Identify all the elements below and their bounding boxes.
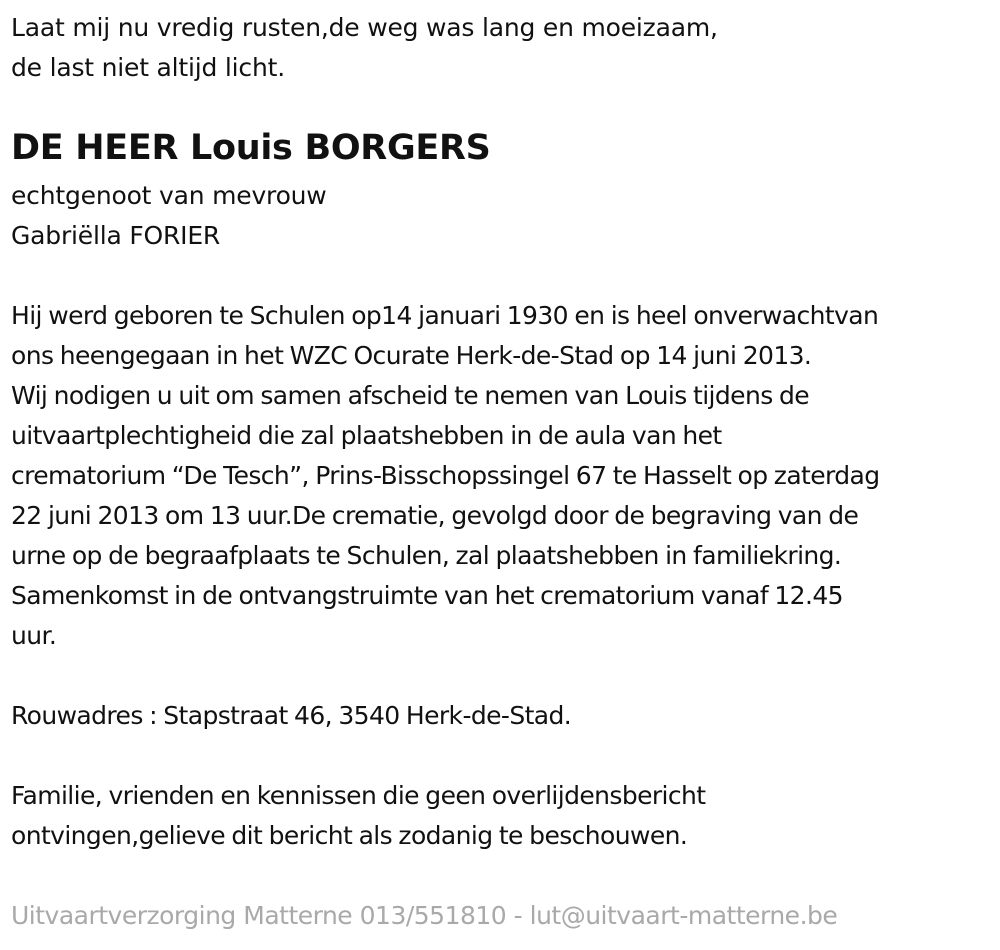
announcement-line: urne op de begraafplaats te Schulen, zal plaatshebben in familiekring. (11, 541, 842, 570)
announcement-line: crematorium “De Tesch”, Prins-Bisschopssingel 67 te Hasselt op zaterdag (11, 461, 880, 490)
notice-line: Familie, vrienden en kennissen die geen overlijdensbericht (11, 781, 706, 810)
deceased-name-heading: DE HEER Louis BORGERS (11, 128, 491, 168)
announcement-line: ons heengegaan in het WZC Ocurate Herk-de-Stad op 14 juni 2013. (11, 341, 812, 370)
relation-block (11, 176, 996, 256)
poem-line: Laat mij nu vredig rusten,de weg was lang en moeizaam, (11, 13, 718, 42)
announcement-line: uitvaartplechtigheid die zal plaatshebben in de aula van het (11, 421, 722, 450)
notice-line: ontvingen,gelieve dit bericht als zodanig te beschouwen. (11, 821, 688, 850)
mourning-address: Rouwadres : Stapstraat 46, 3540 Herk-de-Stad. (11, 701, 572, 730)
announcement-line: Hij werd geboren te Schulen op14 januari 1930 en is heel onverwachtvan (11, 301, 879, 330)
spouse-name: Gabriëlla FORIER (11, 221, 221, 250)
poem-block (11, 8, 996, 88)
spacer (11, 256, 996, 296)
announcement-line: Wij nodigen u uit om samen afscheid te nemen van Louis tijdens de (11, 381, 810, 410)
announcement-block (11, 296, 996, 656)
relation-line: echtgenoot van mevrouw (11, 181, 327, 210)
announcement-line: 22 juni 2013 om 13 uur.De crematie, gevolgd door de begraving van de (11, 501, 859, 530)
funeral-home-footer: Uitvaartverzorging Matterne 013/551810 - lut@uitvaart-matterne.be (11, 901, 838, 930)
poem-line: de last niet altijd licht. (11, 53, 285, 82)
announcement-line: uur. (11, 621, 57, 650)
notice-block (11, 776, 996, 856)
spacer (11, 736, 996, 776)
announcement-line: Samenkomst in de ontvangstruimte van het crematorium vanaf 12.45 (11, 581, 843, 610)
spacer (11, 656, 996, 696)
